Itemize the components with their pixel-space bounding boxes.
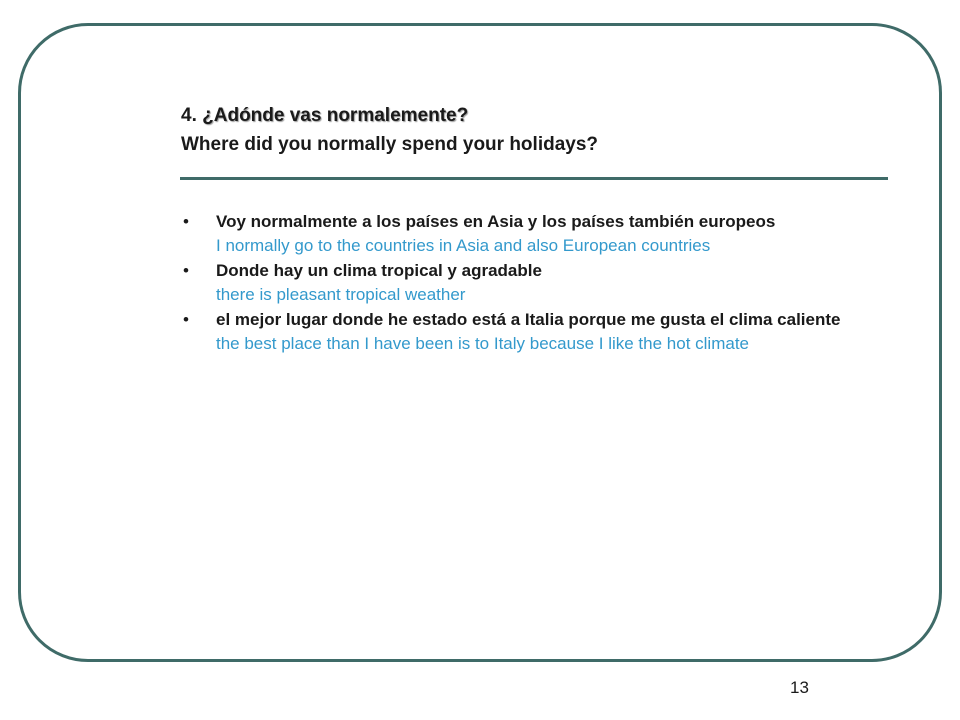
bullet-item [183, 210, 903, 259]
page-number: 13 [790, 678, 809, 697]
bullet-spanish: Donde hay un clima tropical y agradable [216, 261, 542, 280]
title-number: 4. [181, 105, 197, 126]
slide-title [181, 101, 901, 159]
title-spanish-line [181, 101, 901, 130]
bullet-english: there is pleasant tropical weather [216, 285, 466, 304]
bullet-spanish: Voy normalmente a los países en Asia y los países también europeos [216, 212, 776, 231]
bullet-list [183, 210, 903, 357]
title-divider [180, 177, 888, 180]
bullet-english: the best place than I have been is to Italy because I like the hot climate [216, 334, 749, 353]
bullet-icon: • [183, 212, 189, 231]
bullet-item [183, 308, 903, 357]
bullet-english: I normally go to the countries in Asia and also European countries [216, 236, 711, 255]
title-english: Where did you normally spend your holidays? [181, 134, 599, 155]
bullet-item [183, 259, 903, 308]
title-spanish: ¿Adónde vas normalemente? [202, 105, 469, 126]
bullet-icon: • [183, 310, 189, 329]
bullet-spanish: el mejor lugar donde he estado está a Italia porque me gusta el clima caliente [216, 310, 841, 329]
bullet-icon: • [183, 261, 189, 280]
